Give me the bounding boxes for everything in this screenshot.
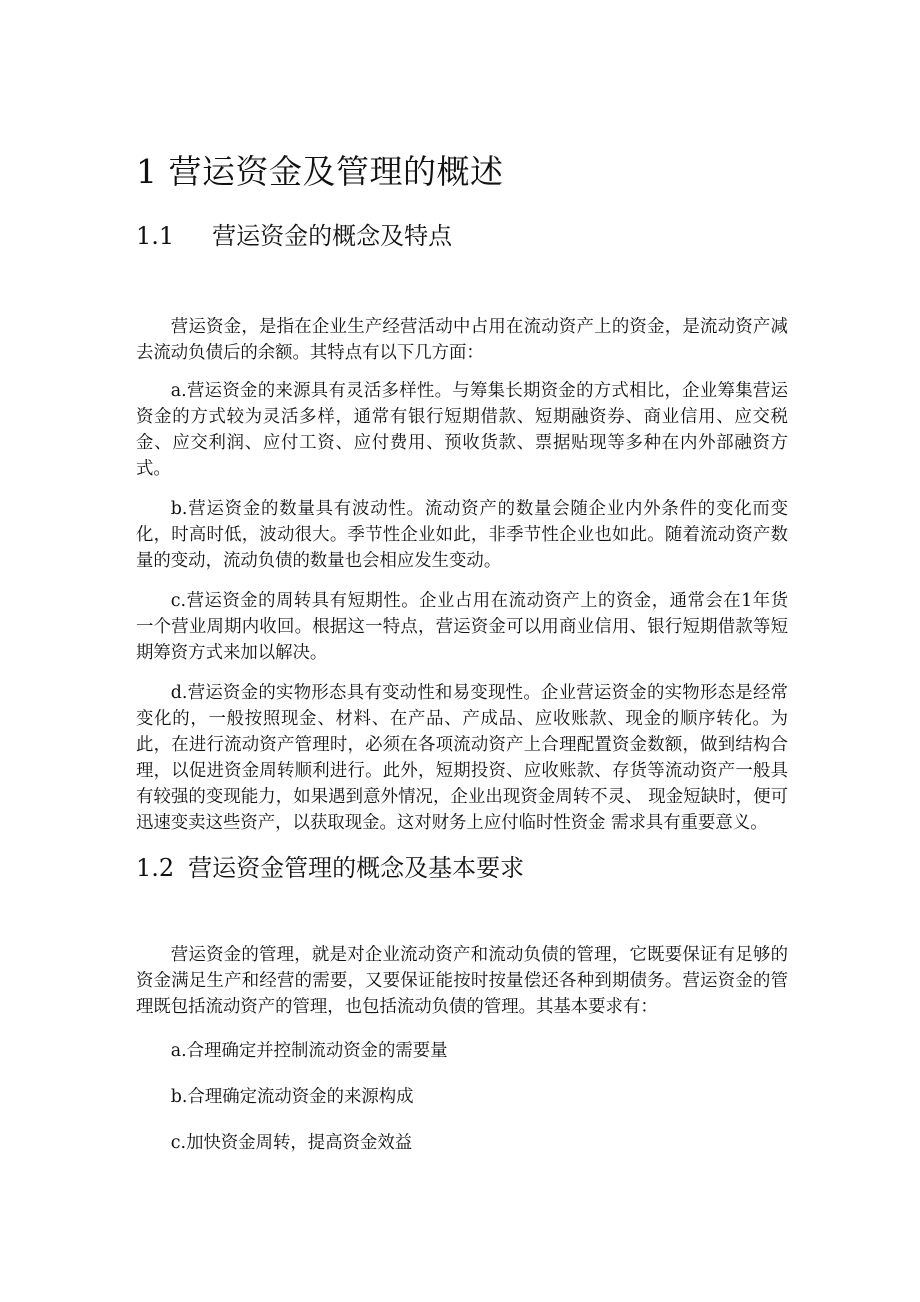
section-1-heading bbox=[136, 218, 788, 254]
requirement-item-c: c.加快资金周转，提高资金效益 bbox=[170, 1133, 413, 1153]
chapter-title: 1 营运资金及管理的概述 bbox=[136, 152, 504, 191]
feature-item-b: b.营运资金的数量具有波动性。流动资产的数量会随企业内外条件的变化而变化，时高时低，波动很大。季节性企业如此，非季节性企业也如此。随着流动资产数量的变动，流动负债的数量也会相应发生变动。 bbox=[136, 499, 788, 571]
section-2-number: 1.2 bbox=[136, 854, 175, 882]
requirement-item-a: a.合理确定并控制流动资金的需要量 bbox=[170, 1041, 448, 1061]
section-2-title: 营运资金管理的概念及基本要求 bbox=[188, 854, 525, 882]
feature-item-a: a.营运资金的来源具有灵活多样性。与筹集长期资金的方式相比，企业筹集营运资金的方式较为灵活多样，通常有银行短期借款、短期融资券、商业信用、应交税金、应交利润、应付工资、应付费用、预收货款、票据贴现等多种在内外部融资方式。 bbox=[136, 381, 788, 479]
section-2-heading bbox=[136, 850, 788, 886]
feature-item-d: d.营运资金的实物形态具有变动性和易变现性。企业营运资金的实物形态是经常变化的，一般按照现金、材料、在产品、产成品、应收账款、现金的顺序转化。为此，在进行流动资产管理时，必须在各项流动资产上合理配置资金数额，做到结构合理，以促进资金周转顺利进行。此外，短期投资、应收账款、存货等流动资产一般具有较强的变现能力，如果遇到意外情况，企业出现资金周转不灵、 现金短缺时，便可迅速变卖这些资产，以获取现金。这对财务上应付临时性资金 需求具有重要意义。 bbox=[136, 683, 788, 833]
section-1-title: 营运资金的概念及特点 bbox=[212, 222, 453, 250]
section-1-number: 1.1 bbox=[136, 222, 175, 250]
document-page bbox=[136, 148, 788, 1176]
requirement-item-b: b.合理确定流动资金的来源构成 bbox=[170, 1087, 414, 1107]
feature-item-c: c.营运资金的周转具有短期性。企业占用在流动资产上的资金，通常会在1年货一个营业周期内收回。根据这一特点，营运资金可以用商业信用、银行短期借款等短期筹资方式来加以解决。 bbox=[136, 591, 788, 663]
section-2-intro: 营运资金的管理，就是对企业流动资产和流动负债的管理，它既要保证有足够的资金满足生产和经营的需要，又要保证能按时按量偿还各种到期债务。营运资金的管理既包括流动资产的管理，也包括流动负债的管理。其基本要求有： bbox=[136, 945, 788, 1017]
section-1-intro: 营运资金，是指在企业生产经营活动中占用在流动资产上的资金，是流动资产减去流动负债后的余额。其特点有以下几方面： bbox=[136, 317, 788, 363]
